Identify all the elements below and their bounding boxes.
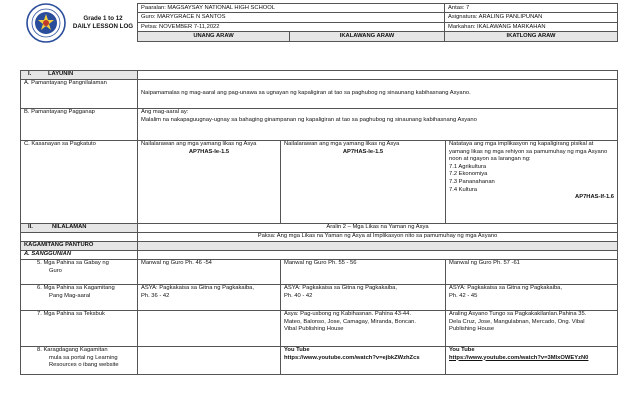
kagamitang-heading: KAGAMITANG PANTURO (21, 242, 138, 251)
text-line: Natataya ang mga implikasyon ng kapaligirang pisikal at yamang likas ng mga rehiyon sa pamumuhay ng mga Asyano noon at ngayon sa larangan ng: (449, 141, 608, 163)
grade-label (70, 15, 136, 31)
nilalaman-row (21, 224, 618, 233)
dll-title: DAILY LESSON LOG (72, 23, 134, 30)
day-header-row (138, 32, 618, 41)
gabay-day-2: Manwal ng Guro Ph. 55 - 56 (281, 260, 446, 285)
text-line: Malalim na nakapaguugnay-ugnay sa bahaging ginampanan ng kapaligiran at tao sa paghubog ng sinaunang kabihasnang Asyano (141, 116, 477, 123)
kasanayan-row (21, 141, 618, 224)
text-line: Ph. 36 - 42 (141, 292, 170, 299)
teksbuk-day-3 (446, 311, 618, 347)
gabay-label (21, 260, 138, 285)
header-row (138, 4, 618, 13)
resource-title: You Tube (449, 347, 475, 353)
text-line: Ph. 40 - 42 (284, 292, 313, 299)
grade-range: Grade 1 to 12 (83, 15, 123, 22)
day-1-header: UNANG ARAW (138, 32, 290, 41)
subject-cell: Asignatura: ARALING PANLIPUNAN (445, 13, 618, 22)
pamantayan-pagganap-row (21, 109, 618, 141)
karagdagang-label (21, 347, 138, 375)
paksa-row (21, 233, 618, 242)
deped-seal-icon (26, 3, 66, 43)
layunin-heading (21, 71, 138, 80)
competency-code: AP7HAS-Ie-1.5 (188, 148, 230, 155)
competency-code: AP7HAS-Ie-1.5 (342, 148, 384, 155)
nilalaman-heading (21, 224, 138, 233)
quarter-cell: Markahan: IKALAWANG MARKAHAN (445, 22, 618, 31)
section-label: LAYUNIN (48, 71, 74, 77)
kagamitang-day-2 (281, 285, 446, 311)
school-cell: Paaralan: MAGSAYSAY NATIONAL HIGH SCHOOL (138, 4, 445, 13)
text-line: Nailalarawan ang mga yamang likas ng Asya (141, 141, 257, 147)
text-line: Vibal Publishing House (284, 326, 344, 333)
lesson-plan-table (20, 70, 618, 375)
list-item: 7.4 Kultura (449, 186, 478, 193)
paksa-empty (21, 233, 138, 242)
grade-level-cell: Antas: 7 (445, 4, 618, 13)
text-line: Nailalarawan ang mga yamang likas ng Asya (284, 141, 400, 147)
list-item: 7.3 Pananahanan (449, 178, 495, 185)
karagdagang-day-3 (446, 347, 618, 375)
text-line: ASYA: Pagkakaisa sa Gitna ng Pagkakaiba, (141, 285, 254, 291)
row-label: B. Pamantayang Pagganap (21, 109, 138, 141)
text-line: 6. Mga Pahina sa Kagamitang (37, 285, 115, 291)
kasanayan-day-1 (138, 141, 281, 224)
teksbuk-day-2 (281, 311, 446, 347)
lesson-title: Aralin 2 – Mga Likas na Yaman ng Asya (138, 224, 618, 233)
competency-code: AP7HAS-If-1.6 (575, 194, 615, 201)
kagamitang-empty (138, 242, 618, 251)
header-info-table (137, 3, 618, 42)
youtube-link[interactable]: https://www.youtube.com/watch?v=ejbkZWzhZcs (284, 354, 420, 361)
text-line: ASYA: Pagkakaisa sa Gitna ng Pagkakaiba, (284, 285, 397, 291)
list-item: 7.1 Agrikultura (449, 163, 487, 170)
resource-title: You Tube (284, 347, 310, 353)
text-line: Mateo, Balonso, Jose, Camagay, Miranda, Boncan. (284, 318, 417, 325)
row-label: A. Pamantayang Pangnilalaman (21, 80, 138, 109)
header-row (138, 13, 618, 22)
text-line: mula sa portal ng Learning (49, 354, 118, 361)
pamantayan-nilalaman-row (21, 80, 618, 109)
kagamitang-row (21, 242, 618, 251)
date-cell: Petsa: NOVEMBER 7-11,2022 (138, 22, 445, 31)
teacher-cell: Guro: MARYGRACE N SANTOS (138, 13, 445, 22)
gabay-day-1: Manwal ng Guro Ph. 46 -54 (138, 260, 281, 285)
kagamitang-day-1 (138, 285, 281, 311)
gabay-day-3: Manwal ng Guro Ph. 57 -61 (446, 260, 618, 285)
teksbuk-row (21, 311, 618, 347)
section-label: NILALAMAN (52, 224, 87, 230)
kasanayan-day-2 (281, 141, 446, 224)
layunin-row (21, 71, 618, 80)
section-number: II. (28, 224, 33, 230)
list-item: 7.2 Ekonomiya (449, 171, 488, 178)
section-number: I. (28, 71, 32, 77)
text-line: Ph. 42 - 45 (449, 292, 478, 299)
text-line: Araling Asyano Tungo sa Pagkakakilanlan.Pahina 35. (449, 311, 587, 317)
karagdagang-day-2 (281, 347, 446, 375)
header-row (138, 22, 618, 31)
day-2-header: IKALAWANG ARAW (290, 32, 445, 41)
text-line: Guro (49, 267, 62, 274)
gabay-row (21, 260, 618, 285)
text-line: Resources o ibang website (49, 362, 119, 369)
row-label: C. Kasanayan sa Pagkatuto (21, 141, 138, 224)
text-line: Pang Mag-aaral (49, 292, 91, 299)
paksa-text: Paksa: Ang mga Likas na Yaman ng Asya at Implikasyon nito sa pamumuhay ng mga Asyano (138, 233, 618, 242)
sanggunian-heading: A. SANGGUNIAN (21, 251, 138, 260)
teksbuk-label: 7. Mga Pahina sa Teksbuk (21, 311, 138, 347)
sanggunian-empty (138, 251, 618, 260)
pamantayan-pagganap-text (138, 109, 618, 141)
text-line: Publishing House (449, 326, 495, 333)
pamantayan-nilalaman-text: Naipamamalas ng mag-aaral ang pag-unawa sa ugnayan ng kapaligiran at tao sa paghubog ng sinaunang kabihasnang Asyano. (138, 80, 618, 109)
youtube-link[interactable]: https://www.youtube.com/watch?v=3MlxOWEYzN0 (449, 354, 589, 361)
kagamitang-pahina-row (21, 285, 618, 311)
text-line: Ang mag-aaral ay: (141, 109, 189, 115)
kagamitang-day-3 (446, 285, 618, 311)
kagamitang-pahina-label (21, 285, 138, 311)
text-line: ASYA: Pagkakaisa sa Gitna ng Pagkakaiba, (449, 285, 562, 291)
text-line: Dela Cruz, Jose, Mangulabnan, Mercado, Ong. Vibal (449, 318, 585, 325)
text-line: 5. Mga Pahina sa Gabay ng (37, 260, 109, 266)
karagdagang-row (21, 347, 618, 375)
sanggunian-row (21, 251, 618, 260)
teksbuk-day-1 (138, 311, 281, 347)
kasanayan-day-3 (446, 141, 618, 224)
layunin-empty (138, 71, 618, 80)
text-line: 8. Karagdagang Kagamitan (37, 347, 108, 353)
karagdagang-day-1 (138, 347, 281, 375)
text-line: Asya: Pag-usbong ng Kabihasnan. Pahina 43-44. (284, 311, 411, 317)
day-3-header: IKATLONG ARAW (445, 32, 618, 41)
